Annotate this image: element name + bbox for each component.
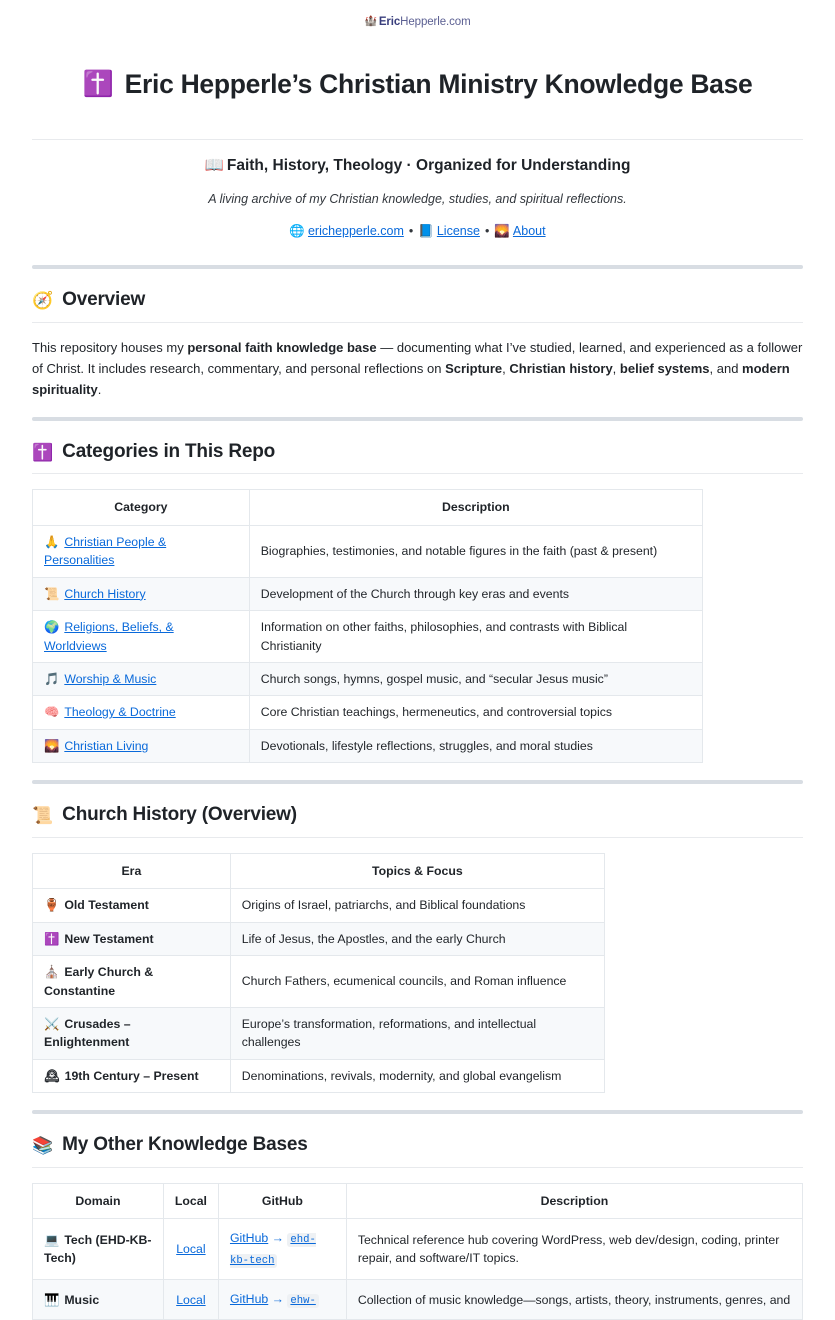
kb-domain-cell — [33, 1280, 164, 1320]
era-icon: ✝️ — [44, 931, 60, 946]
category-link[interactable]: Christian People & Personalities — [44, 534, 167, 568]
col-header-domain: Domain — [33, 1183, 164, 1218]
section-rule-other-kbs — [32, 1110, 803, 1114]
table-row — [33, 611, 703, 663]
category-cell — [33, 525, 250, 577]
overview-emphasis: belief systems — [619, 360, 710, 376]
link-website[interactable] — [289, 224, 403, 238]
overview-text: , and — [709, 360, 743, 376]
table-row — [33, 729, 703, 762]
link-license-label: License — [436, 223, 480, 238]
compass-icon: 🧭 — [32, 291, 54, 310]
link-about-label: About — [512, 223, 546, 238]
era-label: 19th Century – Present — [64, 1068, 199, 1083]
globe-icon: 🌐 — [289, 223, 305, 238]
categories-heading-text: Categories in This Repo — [62, 440, 276, 462]
table-header-row — [33, 1183, 803, 1218]
open-book-icon: 📖 — [204, 156, 224, 174]
blue-book-icon: 📘 — [418, 223, 434, 238]
kb-local-link[interactable]: Local — [176, 1292, 206, 1307]
overview-paragraph — [32, 337, 803, 400]
kb-github-cell — [218, 1280, 346, 1320]
category-link[interactable]: Church History — [64, 586, 146, 601]
table-header-row — [33, 490, 703, 525]
category-icon: 🧠 — [44, 705, 60, 720]
kb-description: Collection of music knowledge—songs, artists, theory, instruments, genres, and — [346, 1280, 802, 1320]
right-arrow-icon: → — [268, 1231, 288, 1246]
other-kbs-heading-text: My Other Knowledge Bases — [62, 1134, 308, 1156]
category-cell — [33, 729, 250, 762]
category-cell — [33, 611, 250, 663]
subtitle-block — [0, 140, 835, 249]
overview-heading-underline — [32, 322, 803, 323]
category-link[interactable]: Theology & Doctrine — [64, 705, 176, 720]
era-icon: ⚔️ — [44, 1017, 60, 1032]
table-row — [33, 525, 703, 577]
category-description: Development of the Church through key eras and events — [249, 577, 702, 610]
kb-github-link[interactable]: GitHub — [229, 1292, 269, 1307]
section-rule-overview — [32, 265, 803, 269]
category-cell — [33, 577, 250, 610]
era-icon: 🕰 — [44, 1068, 60, 1083]
col-header-local: Local — [163, 1183, 218, 1218]
era-topics: Europe’s transformation, reformations, and intellectual challenges — [230, 1008, 604, 1060]
table-row — [33, 1008, 605, 1060]
overview-text: This repository houses my — [32, 339, 188, 355]
col-header-github: GitHub — [218, 1183, 346, 1218]
table-row — [33, 889, 605, 922]
overview-text: — documenting what I’ve studied, learned, and experienced as a follower of Christ. It includes research, commentary, and personal reflections on — [32, 339, 803, 376]
era-label: Early Church & Constantine — [44, 965, 154, 998]
tagline: A living archive of my Christian knowledge, studies, and spiritual reflections. — [208, 191, 627, 206]
link-license[interactable] — [418, 224, 480, 238]
era-label: Old Testament — [64, 898, 149, 913]
category-icon: 🎵 — [44, 672, 60, 687]
kb-domain-label: Music — [64, 1292, 100, 1307]
castle-icon: 🏰 — [364, 16, 377, 27]
site-brand[interactable] — [0, 0, 835, 37]
overview-emphasis: personal faith knowledge base — [187, 339, 377, 355]
kb-local-cell — [163, 1280, 218, 1320]
col-header-category: Category — [33, 490, 250, 525]
cross-icon: ✝️ — [32, 442, 54, 462]
table-row — [33, 577, 703, 610]
col-header-description: Description — [346, 1183, 802, 1218]
table-row — [33, 922, 605, 955]
category-cell — [33, 663, 250, 696]
other-kbs-heading-underline — [32, 1167, 803, 1168]
era-topics: Church Fathers, ecumenical councils, and Roman influence — [230, 956, 604, 1008]
categories-heading — [32, 438, 803, 474]
table-header-row — [33, 853, 605, 888]
link-separator-1: • — [408, 223, 414, 238]
kb-local-cell — [163, 1219, 218, 1280]
category-link[interactable]: Worship & Music — [64, 672, 157, 687]
kb-description: Technical reference hub covering WordPress, web dev/design, coding, printer repair, and software/IT topics. — [346, 1219, 802, 1280]
era-topics: Life of Jesus, the Apostles, and the early Church — [230, 922, 604, 955]
other-kbs-table — [32, 1183, 803, 1320]
era-cell — [33, 1008, 231, 1060]
col-header-description: Description — [249, 490, 702, 525]
overview-emphasis: modern spirituality — [32, 360, 790, 397]
era-cell — [33, 1059, 231, 1092]
sunrise-icon: 🌄 — [494, 223, 510, 238]
categories-heading-underline — [32, 473, 803, 474]
church-history-heading — [32, 801, 803, 837]
overview-heading — [32, 286, 803, 322]
kb-repo-code-link[interactable]: ehw- — [287, 1294, 318, 1308]
kb-repo-code-link[interactable]: ehd-kb-tech — [229, 1234, 316, 1268]
table-row — [33, 696, 703, 729]
kb-domain-cell — [33, 1219, 164, 1280]
category-description: Information on other faiths, philosophies, and contrasts with Biblical Christianity — [249, 611, 702, 663]
brand-name-bold: Eric — [378, 16, 401, 28]
books-icon: 📚 — [32, 1136, 54, 1156]
kb-local-link[interactable]: Local — [176, 1242, 206, 1257]
era-topics: Origins of Israel, patriarchs, and Biblical foundations — [230, 889, 604, 922]
right-arrow-icon: → — [268, 1292, 288, 1307]
era-label: New Testament — [64, 931, 154, 946]
brand-name-rest: Hepperle.com — [400, 16, 471, 28]
cross-icon: ✝️ — [82, 70, 114, 99]
category-description: Church songs, hymns, gospel music, and “secular Jesus music” — [249, 663, 702, 696]
scroll-icon: 📜 — [32, 806, 54, 826]
era-cell — [33, 889, 231, 922]
overview-text: , — [612, 360, 620, 376]
category-icon: 📜 — [44, 586, 60, 601]
link-separator-2: • — [484, 223, 490, 238]
link-about[interactable] — [494, 224, 545, 238]
era-cell — [33, 922, 231, 955]
table-row — [33, 1059, 605, 1092]
era-label: Crusades – Enlightenment — [44, 1017, 131, 1050]
category-link[interactable]: Christian Living — [64, 738, 149, 753]
category-link[interactable]: Religions, Beliefs, & Worldviews — [44, 620, 174, 653]
era-icon: 🏺 — [44, 898, 60, 913]
era-cell — [33, 956, 231, 1008]
kb-github-link[interactable]: GitHub — [229, 1231, 269, 1246]
table-row — [33, 1219, 803, 1280]
era-icon: ⛪ — [44, 965, 60, 980]
table-row — [33, 1280, 803, 1320]
overview-emphasis: Scripture — [445, 360, 503, 376]
category-icon: 🙏 — [44, 534, 60, 549]
overview-heading-text: Overview — [62, 289, 146, 311]
page-title-row — [0, 37, 835, 138]
table-row — [33, 663, 703, 696]
category-description: Devotionals, lifestyle reflections, struggles, and moral studies — [249, 729, 702, 762]
subtitle-text: Faith, History, Theology · Organized for Understanding — [226, 156, 631, 174]
table-row — [33, 956, 605, 1008]
other-kbs-heading — [32, 1131, 803, 1167]
col-header-era: Era — [33, 853, 231, 888]
church-history-heading-text: Church History (Overview) — [62, 804, 297, 826]
church-history-table — [32, 853, 605, 1094]
kb-domain-icon: 🎹 — [44, 1292, 60, 1307]
overview-text: , — [502, 360, 510, 376]
overview-text: . — [97, 381, 102, 397]
category-description: Core Christian teachings, hermeneutics, and controversial topics — [249, 696, 702, 729]
section-rule-categories — [32, 417, 803, 421]
category-icon: 🌄 — [44, 738, 60, 753]
col-header-topics: Topics & Focus — [230, 853, 604, 888]
header-links — [0, 222, 835, 241]
era-topics: Denominations, revivals, modernity, and global evangelism — [230, 1059, 604, 1092]
subtitle-line — [0, 154, 835, 177]
kb-domain-icon: 💻 — [44, 1232, 60, 1247]
church-history-heading-underline — [32, 837, 803, 838]
overview-emphasis: Christian history — [509, 360, 613, 376]
link-website-label: erichepperle.com — [307, 223, 404, 238]
section-rule-history — [32, 780, 803, 784]
page-title: Eric Hepperle’s Christian Ministry Knowledge Base — [124, 69, 753, 99]
category-icon: 🌍 — [44, 620, 60, 635]
categories-table — [32, 489, 703, 763]
kb-github-cell — [218, 1219, 346, 1280]
category-description: Biographies, testimonies, and notable figures in the faith (past & present) — [249, 525, 702, 577]
kb-domain-label: Tech (EHD-KB-Tech) — [44, 1232, 152, 1266]
category-cell — [33, 696, 250, 729]
